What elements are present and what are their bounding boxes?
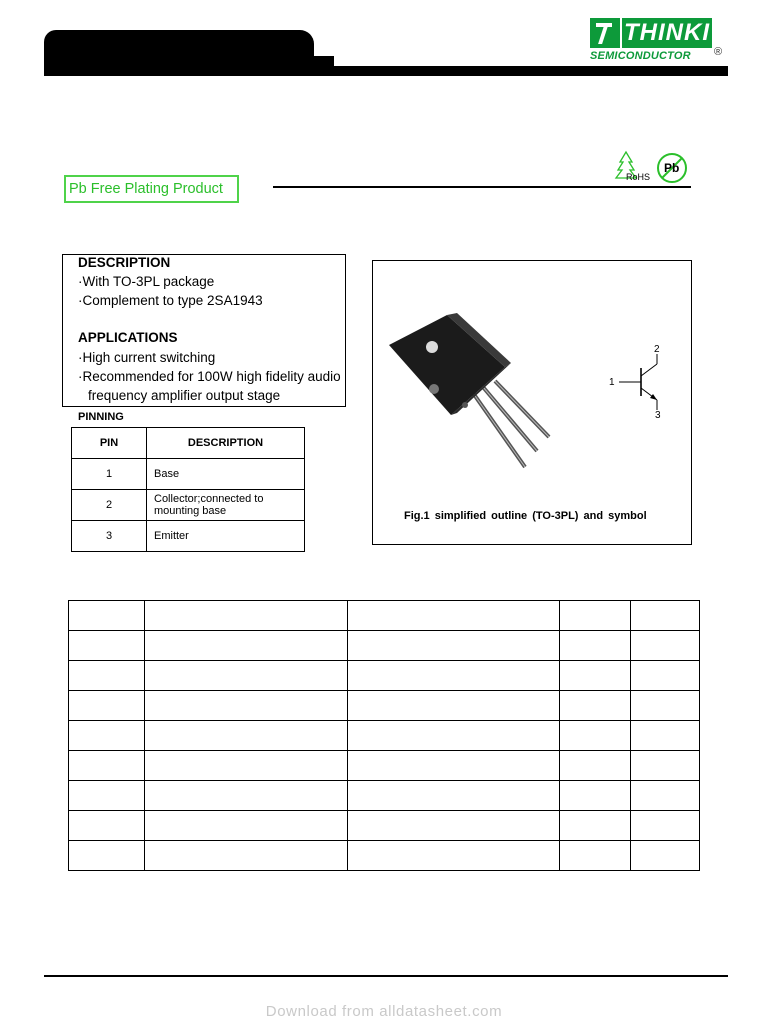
table-row [69, 841, 700, 871]
table-header-row [72, 428, 305, 459]
table-row [72, 459, 305, 490]
header-bar [44, 66, 728, 76]
symbol-label-base: 1 [609, 377, 615, 388]
pb-text: Pb [664, 161, 680, 175]
table-row [69, 721, 700, 751]
pin-description: Collector;connected to mounting base [147, 490, 305, 521]
applications-line: ·Recommended for 100W high fidelity audio [78, 369, 341, 384]
table-row [69, 751, 700, 781]
footer-rule [44, 975, 728, 977]
applications-line: ·High current switching [78, 350, 216, 365]
table-row [72, 490, 305, 521]
table-row [69, 691, 700, 721]
download-watermark[interactable]: Download from alldatasheet.com [265, 1003, 503, 1020]
table-row [72, 521, 305, 552]
table-row [69, 631, 700, 661]
title-rule [273, 186, 691, 188]
table-row [69, 661, 700, 691]
pinning-table [71, 427, 305, 552]
pin-number: 1 [72, 459, 147, 490]
logo-mark-icon [590, 18, 620, 48]
company-logo [590, 18, 728, 66]
logo-subtitle: SEMICONDUCTOR [590, 50, 691, 62]
to3pl-package-image [385, 305, 560, 475]
pin-description: Base [147, 459, 305, 490]
description-header: DESCRIPTION [147, 428, 305, 459]
logo-brand: THINKI [624, 19, 710, 46]
description-heading: DESCRIPTION [78, 255, 171, 270]
table-row [69, 781, 700, 811]
rohs-icon [612, 150, 654, 184]
description-line: ·Complement to type 2SA1943 [78, 293, 263, 308]
transistor-symbol [605, 340, 675, 425]
applications-heading: APPLICATIONS [78, 330, 178, 345]
applications-line: frequency amplifier output stage [88, 388, 281, 403]
pin-description: Emitter [147, 521, 305, 552]
pinning-title: PINNING [78, 411, 124, 423]
registered-mark: ® [714, 46, 723, 58]
pb-free-plating-label: Pb Free Plating Product [64, 175, 239, 203]
table-row [69, 601, 700, 631]
characteristics-table [68, 600, 700, 871]
pin-header: PIN [72, 428, 147, 459]
symbol-label-collector: 2 [654, 344, 660, 355]
table-row [69, 811, 700, 841]
description-line: ·With TO-3PL package [78, 274, 215, 289]
pin-number: 2 [72, 490, 147, 521]
symbol-label-emitter: 3 [655, 410, 661, 421]
figure-caption: Fig.1 simplified outline (TO-3PL) and symbol [404, 510, 647, 522]
pin-number: 3 [72, 521, 147, 552]
pb-free-icon [656, 152, 688, 184]
rohs-text: RoHS [626, 172, 651, 182]
